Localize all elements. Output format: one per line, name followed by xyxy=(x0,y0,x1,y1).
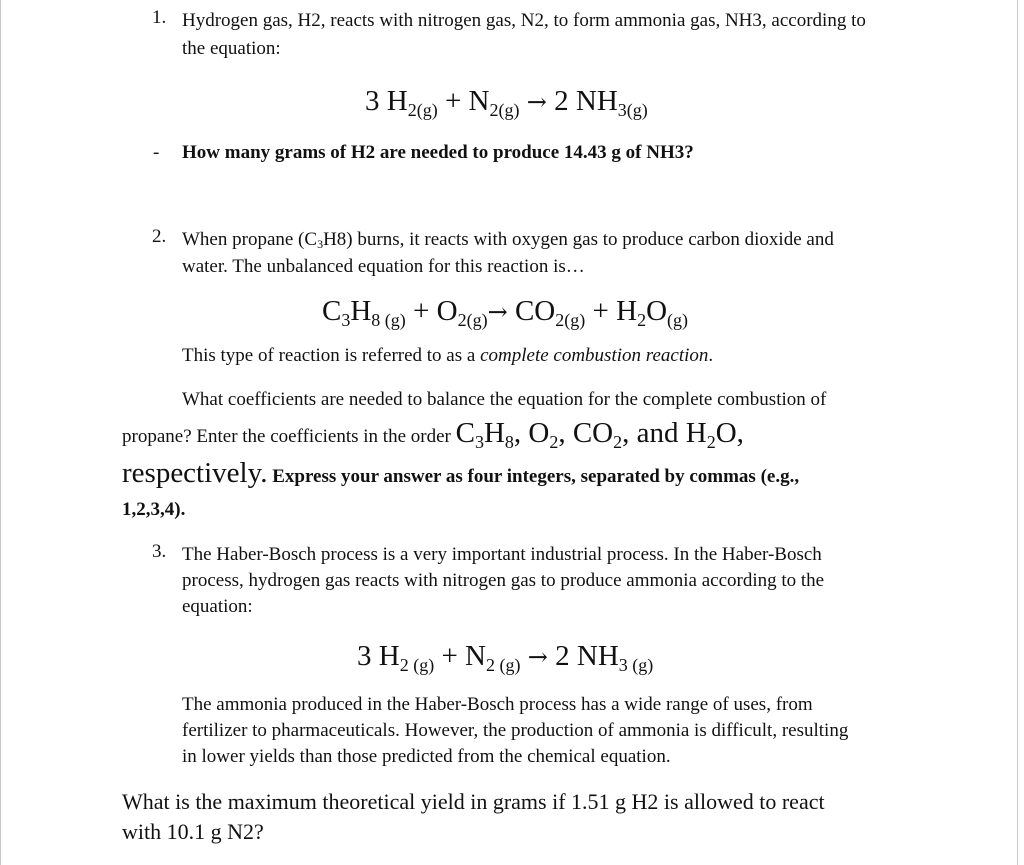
q3-line3: equation: xyxy=(182,596,253,617)
q3-final-line1: What is the maximum theoretical yield in grams if 1.51 g H2 is allowed to react xyxy=(122,789,825,814)
q3-equation: 3 $H_{2 (g)} + N_{2 (g)} \to 2$ $NH_{3 (g)}$ xyxy=(357,640,654,675)
q2-line2: water. The unbalanced equation for this reaction is… xyxy=(182,256,585,277)
q3-line1: The Haber-Bosch process is a very important industrial process. In the Haber-Bosch xyxy=(182,544,822,565)
q3-para-line2: fertilizer to pharmaceuticals. However, the production of ammonia is difficult, resulting xyxy=(182,720,849,741)
q2-example: 1,2,3,4). xyxy=(122,499,186,520)
q3-para-line1: The ammonia produced in the Haber-Bosch process has a wide range of uses, from xyxy=(182,694,813,715)
q1-bullet: - xyxy=(153,142,160,163)
q2-equation: $C_3H_{8 (g)} + O_{2(g)}\to CO_{2(g)} + H_2O_{(g)}$ xyxy=(322,295,689,330)
q2-order-line: propane? Enter the coefficients in the order $C_3H_8$, $O_2$, $CO_2$, and $H_2O$, xyxy=(122,417,744,452)
q2-respectively-line: respectively. Express your answer as four integers, separated by commas (e.g., xyxy=(122,457,800,489)
q3-number: 3. xyxy=(152,541,167,562)
q3-line2: process, hydrogen gas reacts with nitrogen gas to produce ammonia according to the xyxy=(182,570,825,591)
q3-para-line3: in lower yields than those predicted from the chemical equation. xyxy=(182,746,671,767)
q1-line1: Hydrogen gas, H2, reacts with nitrogen gas, N2, to form ammonia gas, NH3, according to xyxy=(182,10,866,31)
q1-question: How many grams of H2 are needed to produce 14.43 g of NH3? xyxy=(182,142,694,163)
q3-final-line2: with 10.1 g N2? xyxy=(122,819,264,844)
q1-equation: 3 $H_{2(g)} + N_{2(g)} \to 2$ $NH_{3(g)}$ xyxy=(365,85,648,120)
q2-what-line: What coefficients are needed to balance the equation for the complete combustion of xyxy=(182,389,827,410)
q2-line1: When propane $(C_3H8)$ burns, it reacts with oxygen gas to produce carbon dioxide and xyxy=(182,229,834,251)
q2-number: 2. xyxy=(152,226,167,247)
q1-line2: the equation: xyxy=(182,38,281,59)
q1-number: 1. xyxy=(152,7,167,28)
q2-reaction-type: This type of reaction is referred to as a complete combustion reaction. xyxy=(182,345,714,366)
